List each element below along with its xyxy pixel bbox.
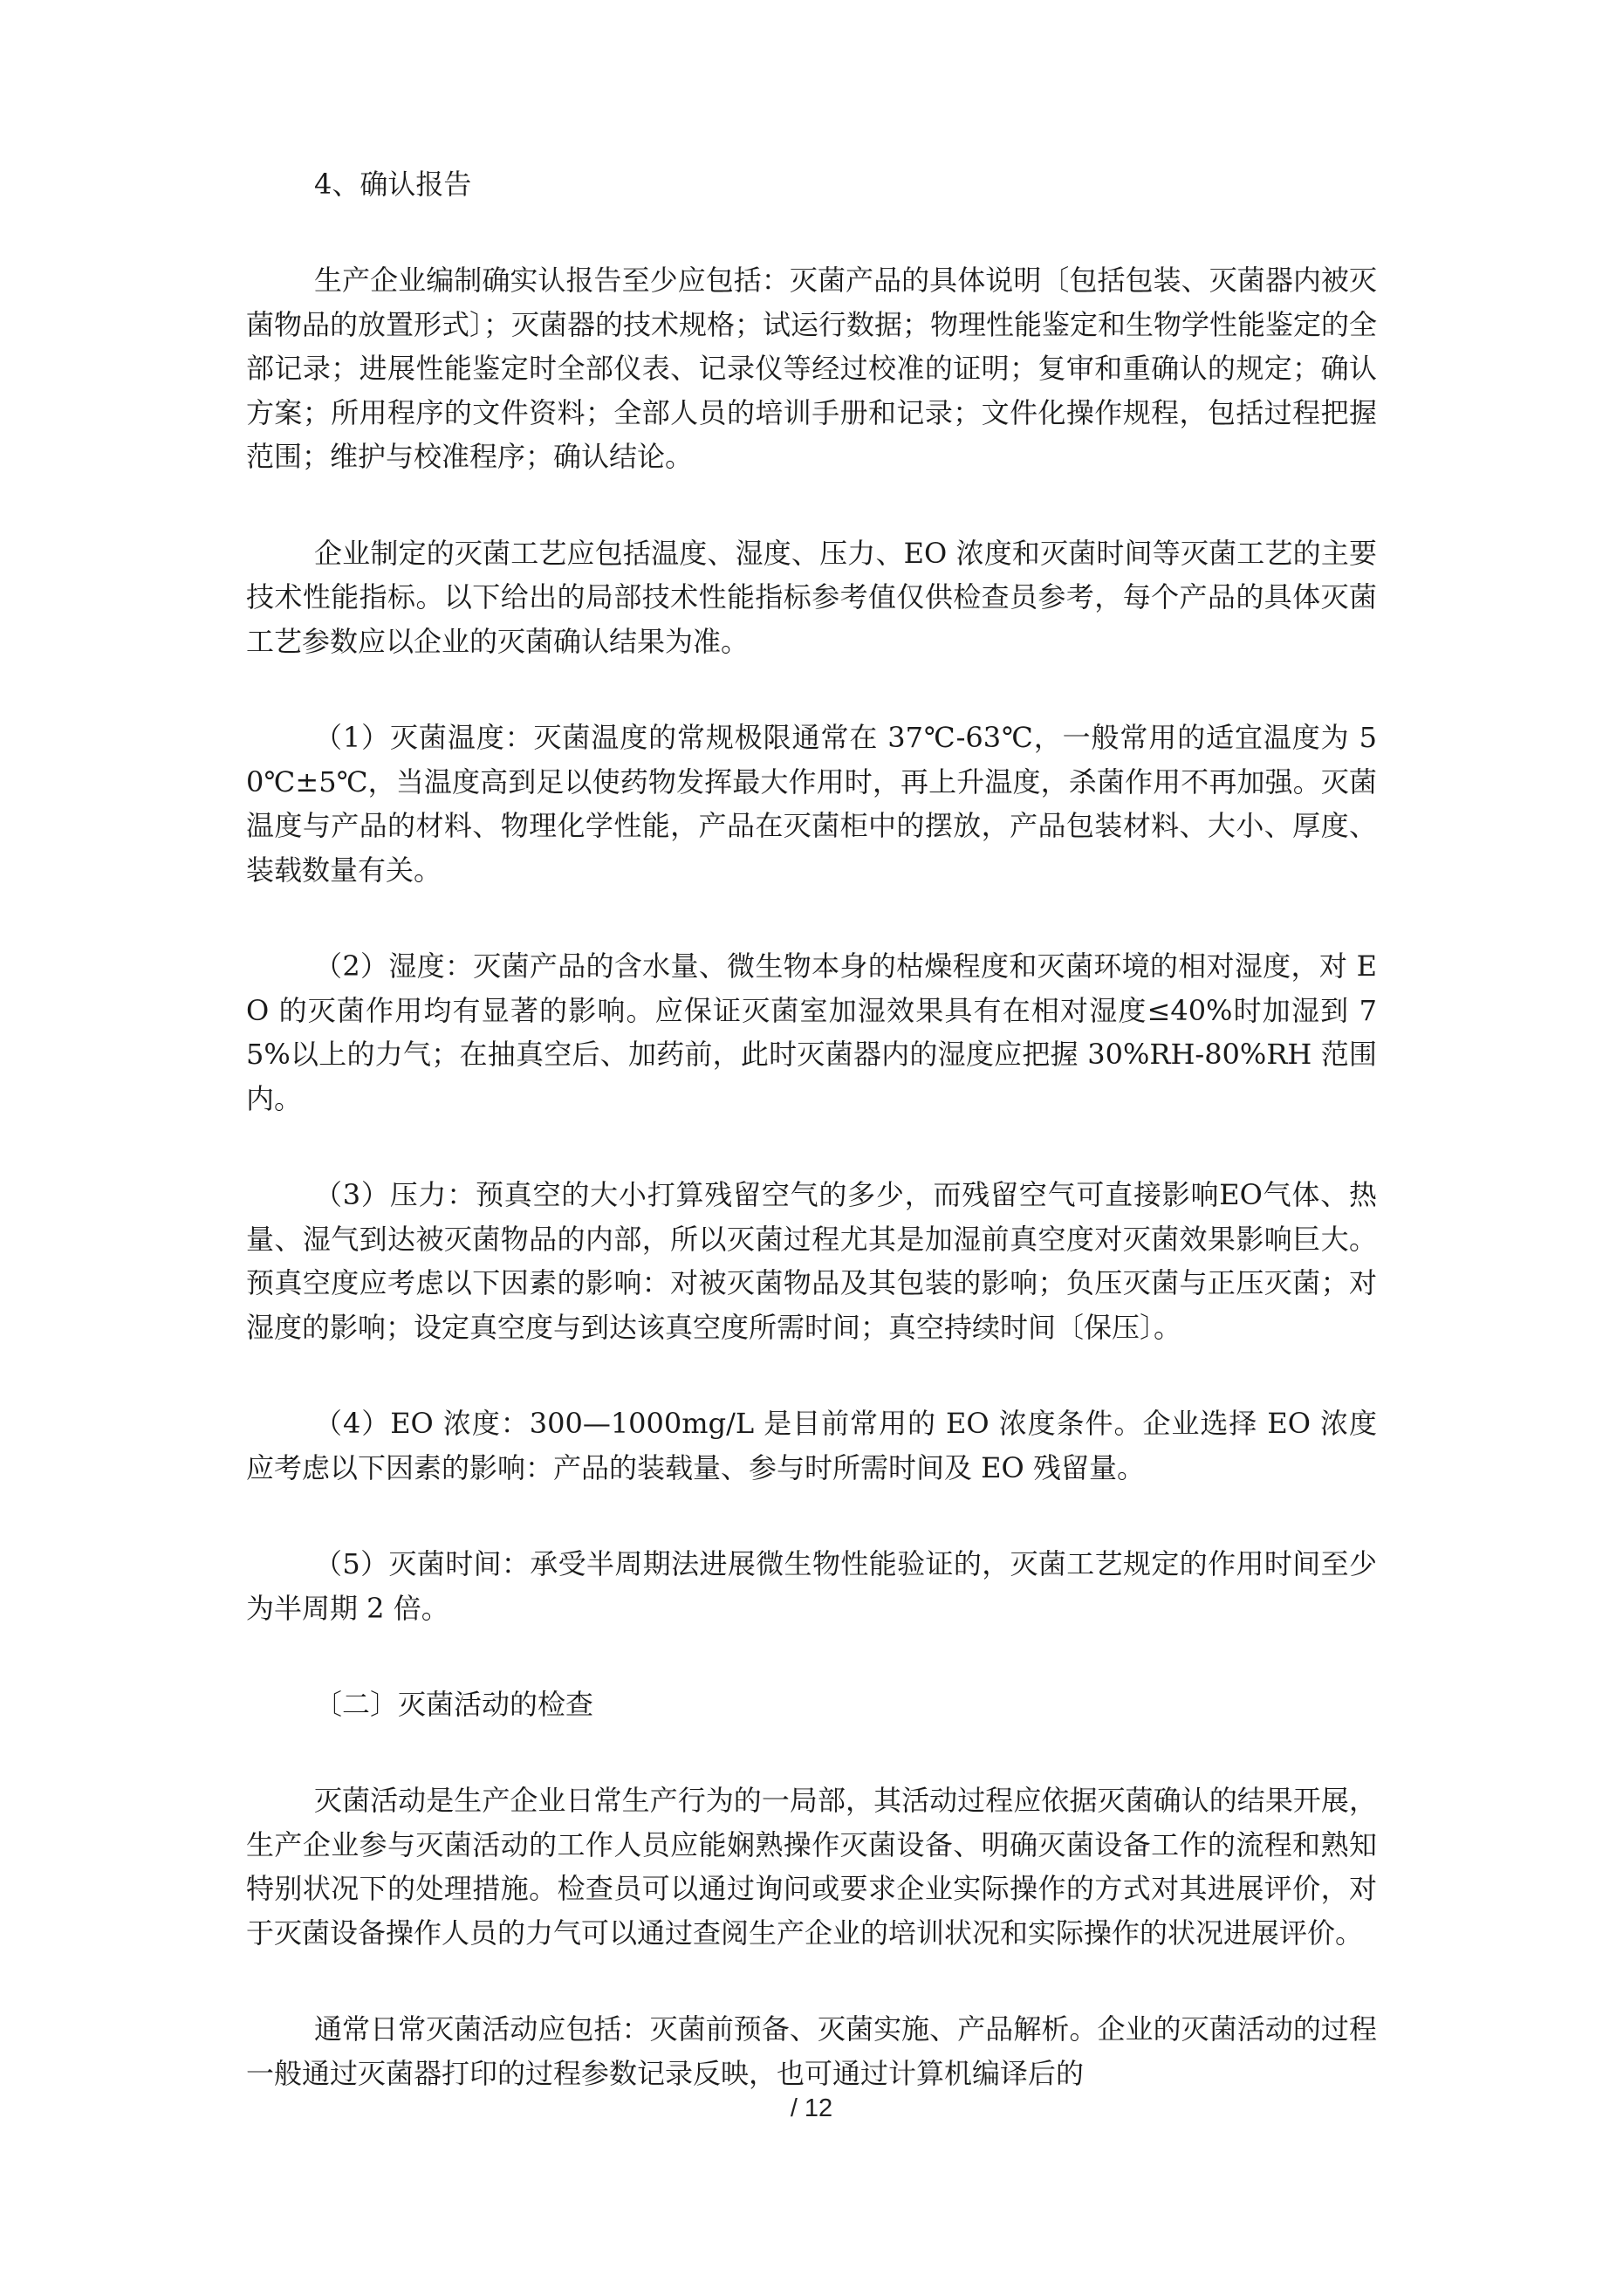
paragraph-daily-sterilization-activity: 通常日常灭菌活动应包括：灭菌前预备、灭菌实施、产品解析。企业的灭菌活动的过程一般通过灭菌器打印的过程参数记录反映，也可通过计算机编译后的 (246, 2012, 1377, 2090)
paragraph-confirm-report-contents: 生产企业编制确实认报告至少应包括：灭菌产品的具体说明〔包括包装、灭菌器内被灭菌物品的放置形式〕；灭菌器的技术规格；试运行数据；物理性能鉴定和生物学性能鉴定的全部记录；进展性能鉴定时全部仪表、记录仪等经过校准的证明；复审和重确认的规定；确认方案；所用程序的文件资料；全部人员的培训手册和记录；文件化操作规程，包括过程把握范围；维护与校准程序；确认结论。 (246, 264, 1378, 473)
paragraph-humidity: （2）湿度：灭菌产品的含水量、微生物本身的枯燥程度和灭菌环境的相对湿度，对 EO 的灭菌作用均有显著的影响。应保证灭菌室加湿效果具有在相对湿度≤40%时加湿到 75%以上的力气；在抽真空后、加药前，此时灭菌器内的湿度应把握 30%RH-80%RH 范围内。 (246, 949, 1377, 1115)
paragraph-sterilization-time: （5）灭菌时间：承受半周期法进展微生物性能验证的，灭菌工艺规定的作用时间至少为半周期 2 倍。 (246, 1547, 1377, 1625)
document-body (246, 162, 1377, 2095)
paragraph-sterilization-process-indicators: 企业制定的灭菌工艺应包括温度、湿度、压力、EO 浓度和灭菌时间等灭菌工艺的主要技术性能指标。以下给出的局部技术性能指标参考值仅供检查员参考，每个产品的具体灭菌工艺参数应以企业的灭菌确认结果为准。 (246, 536, 1377, 658)
page-number: / 12 (790, 2094, 833, 2122)
paragraph-eo-concentration: （4）EO 浓度：300—1000mg/L 是目前常用的 EO 浓度条件。企业选择 EO 浓度应考虑以下因素的影响：产品的装载量、参与时所需时间及 EO 残留量。 (246, 1407, 1377, 1484)
paragraph-sterilization-temperature: （1）灭菌温度：灭菌温度的常规极限通常在 37℃-63℃，一般常用的适宜温度为 50℃±5℃，当温度高到足以使药物发挥最大作用时，再上升温度，杀菌作用不再加强。灭菌温度与产品的材料、物理化学性能，产品在灭菌柜中的摆放，产品包装材料、大小、厚度、装载数量有关。 (246, 721, 1377, 887)
paragraph-pressure: （3）压力：预真空的大小打算残留空气的多少，而残留空气可直接影响EO气体、热量、湿气到达被灭菌物品的内部，所以灭菌过程尤其是加湿前真空度对灭菌效果影响巨大。预真空度应考虑以下因素的影响：对被灭菌物品及其包装的影响；负压灭菌与正压灭菌；对湿度的影响；设定真空度与到达该真空度所需时间；真空持续时间〔保压〕。 (246, 1178, 1377, 1344)
section-heading-confirm-report: 4、确认报告 (314, 168, 472, 201)
section-heading-sterilization-activity-check: 〔二〕灭菌活动的检查 (314, 1688, 594, 1721)
paragraph-sterilization-activity: 灭菌活动是生产企业日常生产行为的一局部，其活动过程应依据灭菌确认的结果开展，生产企业参与灭菌活动的工作人员应能娴熟操作灭菌设备、明确灭菌设备工作的流程和熟知特别状况下的处理措施。检查员可以通过询问或要求企业实际操作的方式对其进展评价，对于灭菌设备操作人员的力气可以通过查阅生产企业的培训状况和实际操作的状况进展评价。 (246, 1784, 1377, 1950)
